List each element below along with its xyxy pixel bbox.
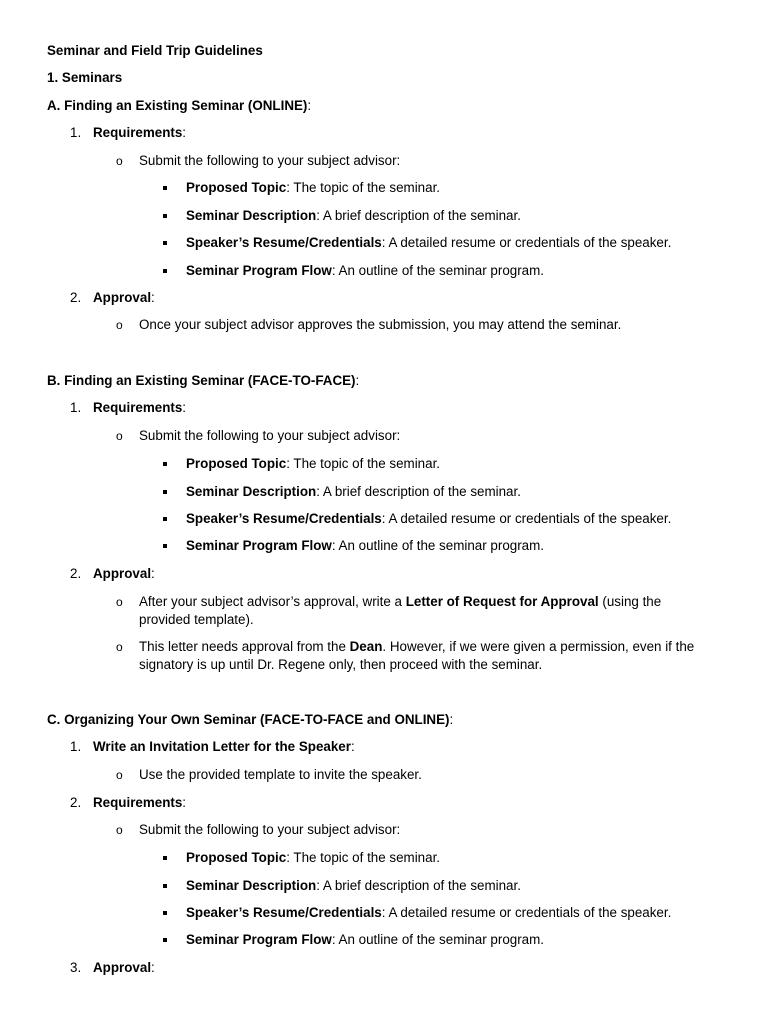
subsection-a-heading: A. Finding an Existing Seminar (ONLINE):	[47, 98, 312, 113]
square-bullet-icon	[163, 517, 167, 521]
square-bullet-icon	[163, 186, 167, 190]
submit-instruction: Submit the following to your subject advisor:	[139, 153, 401, 168]
list-number: 1.	[70, 125, 82, 140]
req-program-flow: Seminar Program Flow: An outline of the seminar program.	[186, 263, 544, 278]
square-bullet-icon	[163, 544, 167, 548]
square-bullet-icon	[163, 462, 167, 466]
req-proposed-topic: Proposed Topic: The topic of the seminar.	[186, 456, 441, 471]
req-speaker-credentials: Speaker’s Resume/Credentials: A detailed resume or credentials of the speaker.	[186, 905, 672, 920]
list-number: 1.	[70, 400, 82, 415]
req-speaker-credentials: Speaker’s Resume/Credentials: A detailed resume or credentials of the speaker.	[186, 235, 672, 250]
section-heading-seminars: 1. Seminars	[47, 70, 123, 85]
square-bullet-icon	[163, 490, 167, 494]
req-program-flow: Seminar Program Flow: An outline of the seminar program.	[186, 538, 544, 553]
list-number: 1.	[70, 739, 82, 754]
square-bullet-icon	[163, 214, 167, 218]
req-seminar-description: Seminar Description: A brief description of the seminar.	[186, 484, 521, 499]
req-speaker-credentials: Speaker’s Resume/Credentials: A detailed resume or credentials of the speaker.	[186, 511, 672, 526]
item-approval: Approval:	[93, 960, 155, 975]
item-approval: Approval:	[93, 566, 155, 581]
hollow-bullet-icon: o	[116, 768, 123, 782]
hollow-bullet-icon: o	[116, 154, 123, 168]
invitation-instruction: Use the provided template to invite the speaker.	[139, 767, 422, 782]
list-number: 2.	[70, 566, 82, 581]
hollow-bullet-icon: o	[116, 595, 123, 609]
square-bullet-icon	[163, 911, 167, 915]
dean-approval-note: This letter needs approval from the Dean. However, if we were given a permission, even if the signatory is up until Dr. Regene only, then proceed with the seminar.	[139, 639, 695, 672]
list-number: 3.	[70, 960, 82, 975]
square-bullet-icon	[163, 241, 167, 245]
square-bullet-icon	[163, 884, 167, 888]
hollow-bullet-icon: o	[116, 640, 123, 654]
item-requirements: Requirements:	[93, 400, 187, 415]
hollow-bullet-icon: o	[116, 823, 123, 837]
approval-letter-note: After your subject advisor’s approval, write a Letter of Request for Approval (using the provided template).	[139, 594, 662, 627]
square-bullet-icon	[163, 269, 167, 273]
req-seminar-description: Seminar Description: A brief description of the seminar.	[186, 208, 521, 223]
document-title: Seminar and Field Trip Guidelines	[47, 43, 263, 58]
item-requirements: Requirements:	[93, 795, 187, 810]
subsection-b-heading: B. Finding an Existing Seminar (FACE-TO-FACE):	[47, 373, 360, 388]
req-proposed-topic: Proposed Topic: The topic of the seminar.	[186, 180, 441, 195]
item-approval: Approval:	[93, 290, 155, 305]
req-proposed-topic: Proposed Topic: The topic of the seminar.	[186, 850, 441, 865]
submit-instruction: Submit the following to your subject advisor:	[139, 822, 401, 837]
hollow-bullet-icon: o	[116, 429, 123, 443]
item-invitation-letter: Write an Invitation Letter for the Speaker:	[93, 739, 355, 754]
submit-instruction: Submit the following to your subject advisor:	[139, 428, 401, 443]
square-bullet-icon	[163, 856, 167, 860]
list-number: 2.	[70, 795, 82, 810]
req-seminar-description: Seminar Description: A brief description of the seminar.	[186, 878, 521, 893]
hollow-bullet-icon: o	[116, 318, 123, 332]
approval-note: Once your subject advisor approves the submission, you may attend the seminar.	[139, 317, 622, 332]
req-program-flow: Seminar Program Flow: An outline of the seminar program.	[186, 932, 544, 947]
subsection-c-heading: C. Organizing Your Own Seminar (FACE-TO-FACE and ONLINE):	[47, 712, 454, 727]
square-bullet-icon	[163, 938, 167, 942]
list-number: 2.	[70, 290, 82, 305]
item-requirements: Requirements:	[93, 125, 187, 140]
